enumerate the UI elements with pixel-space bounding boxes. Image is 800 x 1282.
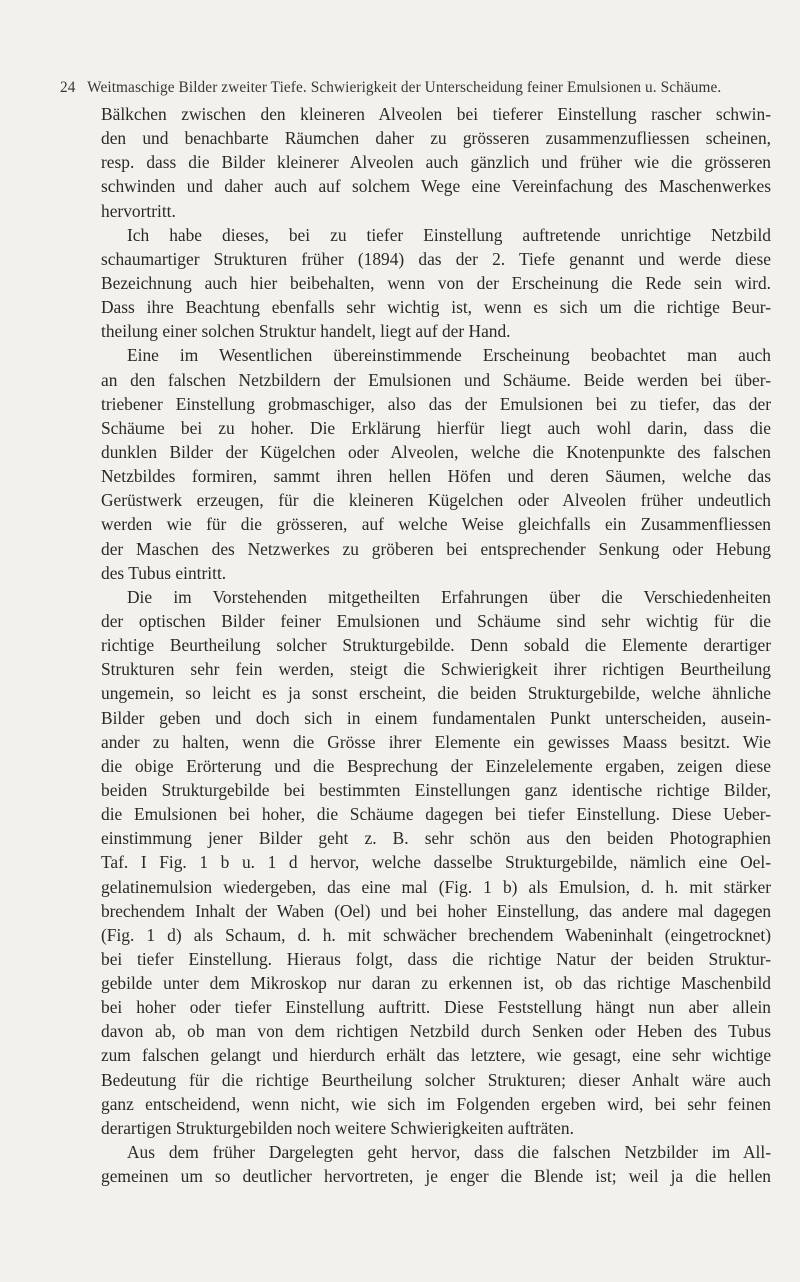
text-line: Die im Vorstehenden mitgetheilten Erfahrungen über die Verschiedenheiten xyxy=(127,586,771,607)
text-line: brechendem Inhalt der Waben (Oel) und bei hoher Einstellung, das andere mal dagegen xyxy=(101,900,771,921)
text-line: Netzbildes formiren, sammt ihren hellen Höfen und deren Säumen, welche das xyxy=(101,466,771,487)
text-line: Gerüstwerk erzeugen, für die kleineren Kügelchen oder Alveolen früher undeutlich xyxy=(101,490,771,511)
page-number: 24 xyxy=(60,79,76,96)
text-line: dunklen Bilder der Kügelchen oder Alveolen, welche die Knotenpunkte des falschen xyxy=(101,441,771,462)
text-line: theilung einer solchen Struktur handelt, liegt auf der Hand. xyxy=(101,321,511,342)
text-line: Bedeutung für die richtige Beurtheilung solcher Strukturen; dieser Anhalt wäre auch xyxy=(101,1069,771,1090)
text-line: Schäume bei zu hoher. Die Erklärung hierfür liegt auch wohl darin, dass die xyxy=(101,417,771,438)
text-line: resp. dass die Bilder kleinerer Alveolen auch gänzlich und früher wie die grösseren xyxy=(101,152,771,173)
text-line: Aus dem früher Dargelegten geht hervor, dass die falschen Netzbilder im All- xyxy=(127,1142,771,1163)
text-line: Bilder geben und doch sich in einem fundamentalen Punkt unterscheiden, ausein- xyxy=(101,707,771,728)
text-line: Taf. I Fig. 1 b u. 1 d hervor, welche dasselbe Strukturgebilde, nämlich eine Oel- xyxy=(101,852,771,873)
text-line: Ich habe dieses, bei zu tiefer Einstellung auftretende unrichtige Netzbild xyxy=(127,224,771,245)
running-title: Weitmaschige Bilder zweiter Tiefe. Schwierigkeit der Unterscheidung feiner Emulsionen u. Schäume. xyxy=(87,79,722,96)
text-line: bei hoher oder tiefer Einstellung auftritt. Diese Feststellung hängt nun aber allein xyxy=(101,997,771,1018)
text-line: schaumartiger Strukturen früher (1894) das der 2. Tiefe genannt und werde diese xyxy=(101,248,771,269)
text-line: des Tubus eintritt. xyxy=(101,562,227,583)
text-line: Bälkchen zwischen den kleineren Alveolen bei tieferer Einstellung rascher schwin- xyxy=(101,104,771,124)
text-line: (Fig. 1 d) als Schaum, d. h. mit schwächer brechendem Wabeninhalt (eingetrocknet) xyxy=(101,924,771,945)
text-line: werden wie für die grösseren, auf welche Weise gleichfalls ein Zusammenfliessen xyxy=(101,514,771,535)
text-line: richtige Beurtheilung solcher Strukturgebilde. Denn sobald die Elemente derartiger xyxy=(101,635,771,656)
text-line: ganz entscheidend, wenn nicht, wie sich im Folgenden ergeben wird, bei sehr feinen xyxy=(101,1093,771,1114)
text-line: den und benachbarte Räumchen daher zu grösseren zusammenzufliessen scheinen, xyxy=(101,128,771,149)
text-line: schwinden und daher auch auf solchem Wege eine Vereinfachung des Maschenwerkes xyxy=(101,176,771,197)
text-line: ungemein, so leicht es ja sonst erscheint, die beiden Strukturgebilde, welche ähnliche xyxy=(101,683,771,704)
text-line: Bezeichnung auch hier beibehalten, wenn von der Erscheinung die Rede sein wird. xyxy=(101,272,771,293)
text-line: einstimmung jener Bilder geht z. B. sehr schön aus den beiden Photographien xyxy=(101,828,771,849)
text-line: gelatinemulsion wiedergeben, das eine mal (Fig. 1 b) als Emulsion, d. h. mit stärker xyxy=(101,876,771,897)
text-line: Strukturen sehr fein werden, steigt die Schwierigkeit ihrer richtigen Beurtheilung xyxy=(101,659,771,680)
text-line: Eine im Wesentlichen übereinstimmende Erscheinung beobachtet man auch xyxy=(127,345,771,366)
text-line: der optischen Bilder feiner Emulsionen und Schäume sind sehr wichtig für die xyxy=(101,610,771,631)
text-line: derartigen Strukturgebilden noch weitere Schwierigkeiten aufträten. xyxy=(101,1117,574,1138)
body-text xyxy=(101,102,771,1188)
text-line: hervortritt. xyxy=(101,200,176,221)
text-line: der Maschen des Netzwerkes zu gröberen bei entsprechender Senkung oder Hebung xyxy=(101,538,771,559)
text-line: die Emulsionen bei hoher, die Schäume dagegen bei tiefer Einstellung. Diese Ueber- xyxy=(101,804,771,825)
text-line: davon ab, ob man von dem richtigen Netzbild durch Senken oder Heben des Tubus xyxy=(101,1021,771,1042)
text-line: zum falschen gelangt und hierdurch erhält das letztere, wie gesagt, eine sehr wichtige xyxy=(101,1045,771,1066)
text-line: beiden Strukturgebilde bei bestimmten Einstellungen ganz identische richtige Bilder, xyxy=(101,779,771,800)
text-line: Dass ihre Beachtung ebenfalls sehr wichtig ist, wenn es sich um die richtige Beur- xyxy=(101,297,771,318)
text-line: bei tiefer Einstellung. Hieraus folgt, dass die richtige Natur der beiden Struktur- xyxy=(101,948,771,969)
text-line: an den falschen Netzbildern der Emulsionen und Schäume. Beide werden bei über- xyxy=(101,369,771,390)
text-line: gebilde unter dem Mikroskop nur daran zu erkennen ist, ob das richtige Maschenbild xyxy=(101,973,771,994)
text-line: triebener Einstellung grobmaschiger, also das der Emulsionen bei zu tiefer, das der xyxy=(101,393,771,414)
text-line: ander zu halten, wenn die Grösse ihrer Elemente ein gewisses Maass besitzt. Wie xyxy=(101,731,771,752)
text-line: gemeinen um so deutlicher hervortreten, je enger die Blende ist; weil ja die hellen xyxy=(101,1166,771,1187)
text-line: die obige Erörterung und die Besprechung der Einzelelemente ergaben, zeigen diese xyxy=(101,755,771,776)
running-head xyxy=(60,79,780,99)
